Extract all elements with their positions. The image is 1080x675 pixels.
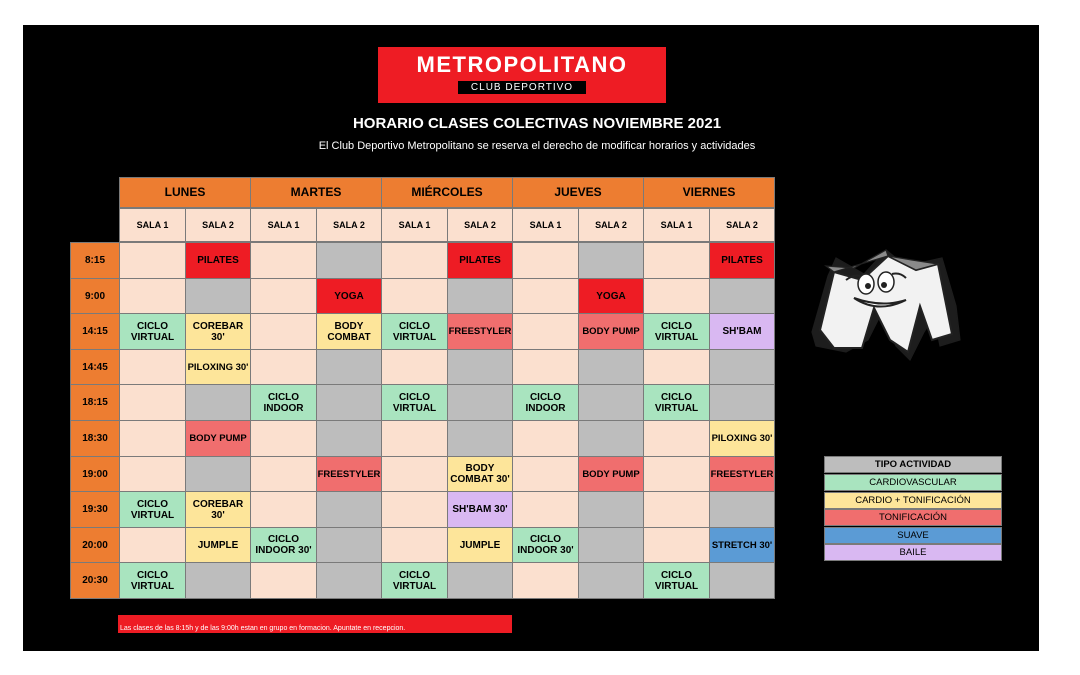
empty-cell bbox=[512, 278, 579, 314]
empty-cell bbox=[119, 242, 186, 279]
legend-item: SUAVE bbox=[824, 527, 1002, 544]
class-cell: STRETCH 30' bbox=[709, 527, 775, 563]
class-cell: YOGA bbox=[316, 278, 382, 314]
empty-cell bbox=[643, 491, 710, 528]
class-cell: JUMPLE bbox=[185, 527, 251, 563]
empty-cell bbox=[250, 420, 317, 457]
logo-name: METROPOLITANO bbox=[416, 52, 628, 77]
class-cell: FREESTYLER bbox=[709, 456, 775, 492]
room-header: SALA 2 bbox=[578, 208, 644, 242]
empty-cell bbox=[250, 349, 317, 385]
empty-cell bbox=[578, 562, 644, 599]
class-cell: CICLO VIRTUAL bbox=[643, 562, 710, 599]
empty-cell bbox=[512, 456, 579, 492]
m-letter-mascot-icon bbox=[806, 236, 966, 370]
class-cell: BODY PUMP bbox=[578, 313, 644, 350]
empty-cell bbox=[185, 384, 251, 421]
empty-cell bbox=[119, 456, 186, 492]
legend-item: CARDIO + TONIFICACIÓN bbox=[824, 492, 1002, 509]
empty-cell bbox=[316, 527, 382, 563]
empty-cell bbox=[578, 349, 644, 385]
class-cell: CICLO INDOOR 30' bbox=[250, 527, 317, 563]
empty-cell bbox=[578, 242, 644, 279]
day-header: MIÉRCOLES bbox=[381, 177, 513, 208]
empty-cell bbox=[578, 527, 644, 563]
empty-cell bbox=[512, 562, 579, 599]
empty-cell bbox=[643, 420, 710, 457]
empty-cell bbox=[512, 420, 579, 457]
empty-cell bbox=[709, 562, 775, 599]
class-cell: BODY PUMP bbox=[578, 456, 644, 492]
empty-cell bbox=[512, 313, 579, 350]
class-cell: CICLO INDOOR bbox=[512, 384, 579, 421]
empty-cell bbox=[381, 278, 448, 314]
empty-cell bbox=[316, 562, 382, 599]
room-header: SALA 2 bbox=[185, 208, 251, 242]
class-cell: PILATES bbox=[185, 242, 251, 279]
class-cell: CICLO VIRTUAL bbox=[381, 384, 448, 421]
room-header: SALA 2 bbox=[447, 208, 513, 242]
room-header: SALA 1 bbox=[119, 208, 186, 242]
empty-cell bbox=[447, 562, 513, 599]
class-cell: CICLO VIRTUAL bbox=[119, 562, 186, 599]
empty-cell bbox=[381, 349, 448, 385]
empty-cell bbox=[709, 278, 775, 314]
class-cell: SH'BAM 30' bbox=[447, 491, 513, 528]
empty-cell bbox=[316, 384, 382, 421]
legend-item: CARDIOVASCULAR bbox=[824, 474, 1002, 491]
legend-item: BAILE bbox=[824, 544, 1002, 561]
time-slot: 19:00 bbox=[70, 456, 120, 492]
class-cell: COREBAR 30' bbox=[185, 313, 251, 350]
empty-cell bbox=[316, 242, 382, 279]
empty-cell bbox=[119, 527, 186, 563]
empty-cell bbox=[512, 491, 579, 528]
empty-cell bbox=[578, 491, 644, 528]
class-cell: PILATES bbox=[709, 242, 775, 279]
room-header: SALA 1 bbox=[643, 208, 710, 242]
legend-item: TONIFICACIÓN bbox=[824, 509, 1002, 526]
empty-cell bbox=[512, 349, 579, 385]
class-cell: CICLO VIRTUAL bbox=[643, 384, 710, 421]
legend-title: TIPO ACTIVIDAD bbox=[824, 456, 1002, 473]
empty-cell bbox=[250, 456, 317, 492]
club-logo bbox=[378, 47, 666, 103]
time-slot: 20:00 bbox=[70, 527, 120, 563]
empty-cell bbox=[447, 278, 513, 314]
empty-cell bbox=[250, 491, 317, 528]
empty-cell bbox=[381, 456, 448, 492]
class-cell: FREESTYLER bbox=[316, 456, 382, 492]
time-slot: 20:30 bbox=[70, 562, 120, 599]
empty-cell bbox=[381, 527, 448, 563]
time-slot: 14:15 bbox=[70, 313, 120, 350]
class-cell: CICLO VIRTUAL bbox=[643, 313, 710, 350]
class-cell: YOGA bbox=[578, 278, 644, 314]
empty-cell bbox=[709, 349, 775, 385]
class-cell: BODY PUMP bbox=[185, 420, 251, 457]
room-header: SALA 1 bbox=[381, 208, 448, 242]
class-cell: CICLO VIRTUAL bbox=[381, 313, 448, 350]
empty-cell bbox=[643, 278, 710, 314]
day-header: VIERNES bbox=[643, 177, 775, 208]
empty-cell bbox=[185, 456, 251, 492]
room-header: SALA 2 bbox=[316, 208, 382, 242]
class-cell: CICLO INDOOR bbox=[250, 384, 317, 421]
time-slot: 18:15 bbox=[70, 384, 120, 421]
empty-cell bbox=[578, 420, 644, 457]
empty-cell bbox=[250, 313, 317, 350]
empty-cell bbox=[709, 491, 775, 528]
empty-cell bbox=[381, 420, 448, 457]
class-cell: FREESTYLER bbox=[447, 313, 513, 350]
empty-cell bbox=[250, 242, 317, 279]
empty-cell bbox=[185, 278, 251, 314]
empty-cell bbox=[643, 456, 710, 492]
empty-cell bbox=[447, 384, 513, 421]
empty-cell bbox=[119, 420, 186, 457]
empty-cell bbox=[643, 349, 710, 385]
class-cell: CICLO INDOOR 30' bbox=[512, 527, 579, 563]
time-slot: 8:15 bbox=[70, 242, 120, 279]
time-slot: 19:30 bbox=[70, 491, 120, 528]
class-cell: CICLO VIRTUAL bbox=[381, 562, 448, 599]
empty-cell bbox=[447, 420, 513, 457]
room-header: SALA 2 bbox=[709, 208, 775, 242]
time-slot: 18:30 bbox=[70, 420, 120, 457]
class-cell: PILATES bbox=[447, 242, 513, 279]
class-cell: PILOXING 30' bbox=[709, 420, 775, 457]
empty-cell bbox=[119, 278, 186, 314]
empty-cell bbox=[316, 491, 382, 528]
page-subtitle: El Club Deportivo Metropolitano se reserva el derecho de modificar horarios y actividades bbox=[318, 140, 756, 152]
empty-cell bbox=[643, 242, 710, 279]
room-header: SALA 1 bbox=[512, 208, 579, 242]
empty-cell bbox=[381, 242, 448, 279]
class-cell: SH'BAM bbox=[709, 313, 775, 350]
day-header: JUEVES bbox=[512, 177, 644, 208]
page-title: HORARIO CLASES COLECTIVAS NOVIEMBRE 2021 bbox=[352, 115, 722, 132]
empty-cell bbox=[709, 384, 775, 421]
empty-cell bbox=[643, 527, 710, 563]
class-cell: CICLO VIRTUAL bbox=[119, 491, 186, 528]
empty-cell bbox=[512, 242, 579, 279]
class-cell: COREBAR 30' bbox=[185, 491, 251, 528]
empty-cell bbox=[578, 384, 644, 421]
empty-cell bbox=[250, 562, 317, 599]
day-header: MARTES bbox=[250, 177, 382, 208]
formation-note: Las clases de las 8:15h y de las 9:00h estan en grupo en formacion. Apuntate en recepcion. bbox=[118, 615, 512, 633]
empty-cell bbox=[119, 384, 186, 421]
room-header: SALA 1 bbox=[250, 208, 317, 242]
time-slot: 9:00 bbox=[70, 278, 120, 314]
class-cell: BODY COMBAT 30' bbox=[447, 456, 513, 492]
empty-cell bbox=[250, 278, 317, 314]
class-cell: PILOXING 30' bbox=[185, 349, 251, 385]
empty-cell bbox=[119, 349, 186, 385]
time-slot: 14:45 bbox=[70, 349, 120, 385]
empty-cell bbox=[316, 349, 382, 385]
day-header: LUNES bbox=[119, 177, 251, 208]
empty-cell bbox=[316, 420, 382, 457]
empty-cell bbox=[381, 491, 448, 528]
class-cell: BODY COMBAT bbox=[316, 313, 382, 350]
class-cell: CICLO VIRTUAL bbox=[119, 313, 186, 350]
logo-subtitle: CLUB DEPORTIVO bbox=[458, 81, 586, 94]
empty-cell bbox=[185, 562, 251, 599]
empty-cell bbox=[447, 349, 513, 385]
class-cell: JUMPLE bbox=[447, 527, 513, 563]
